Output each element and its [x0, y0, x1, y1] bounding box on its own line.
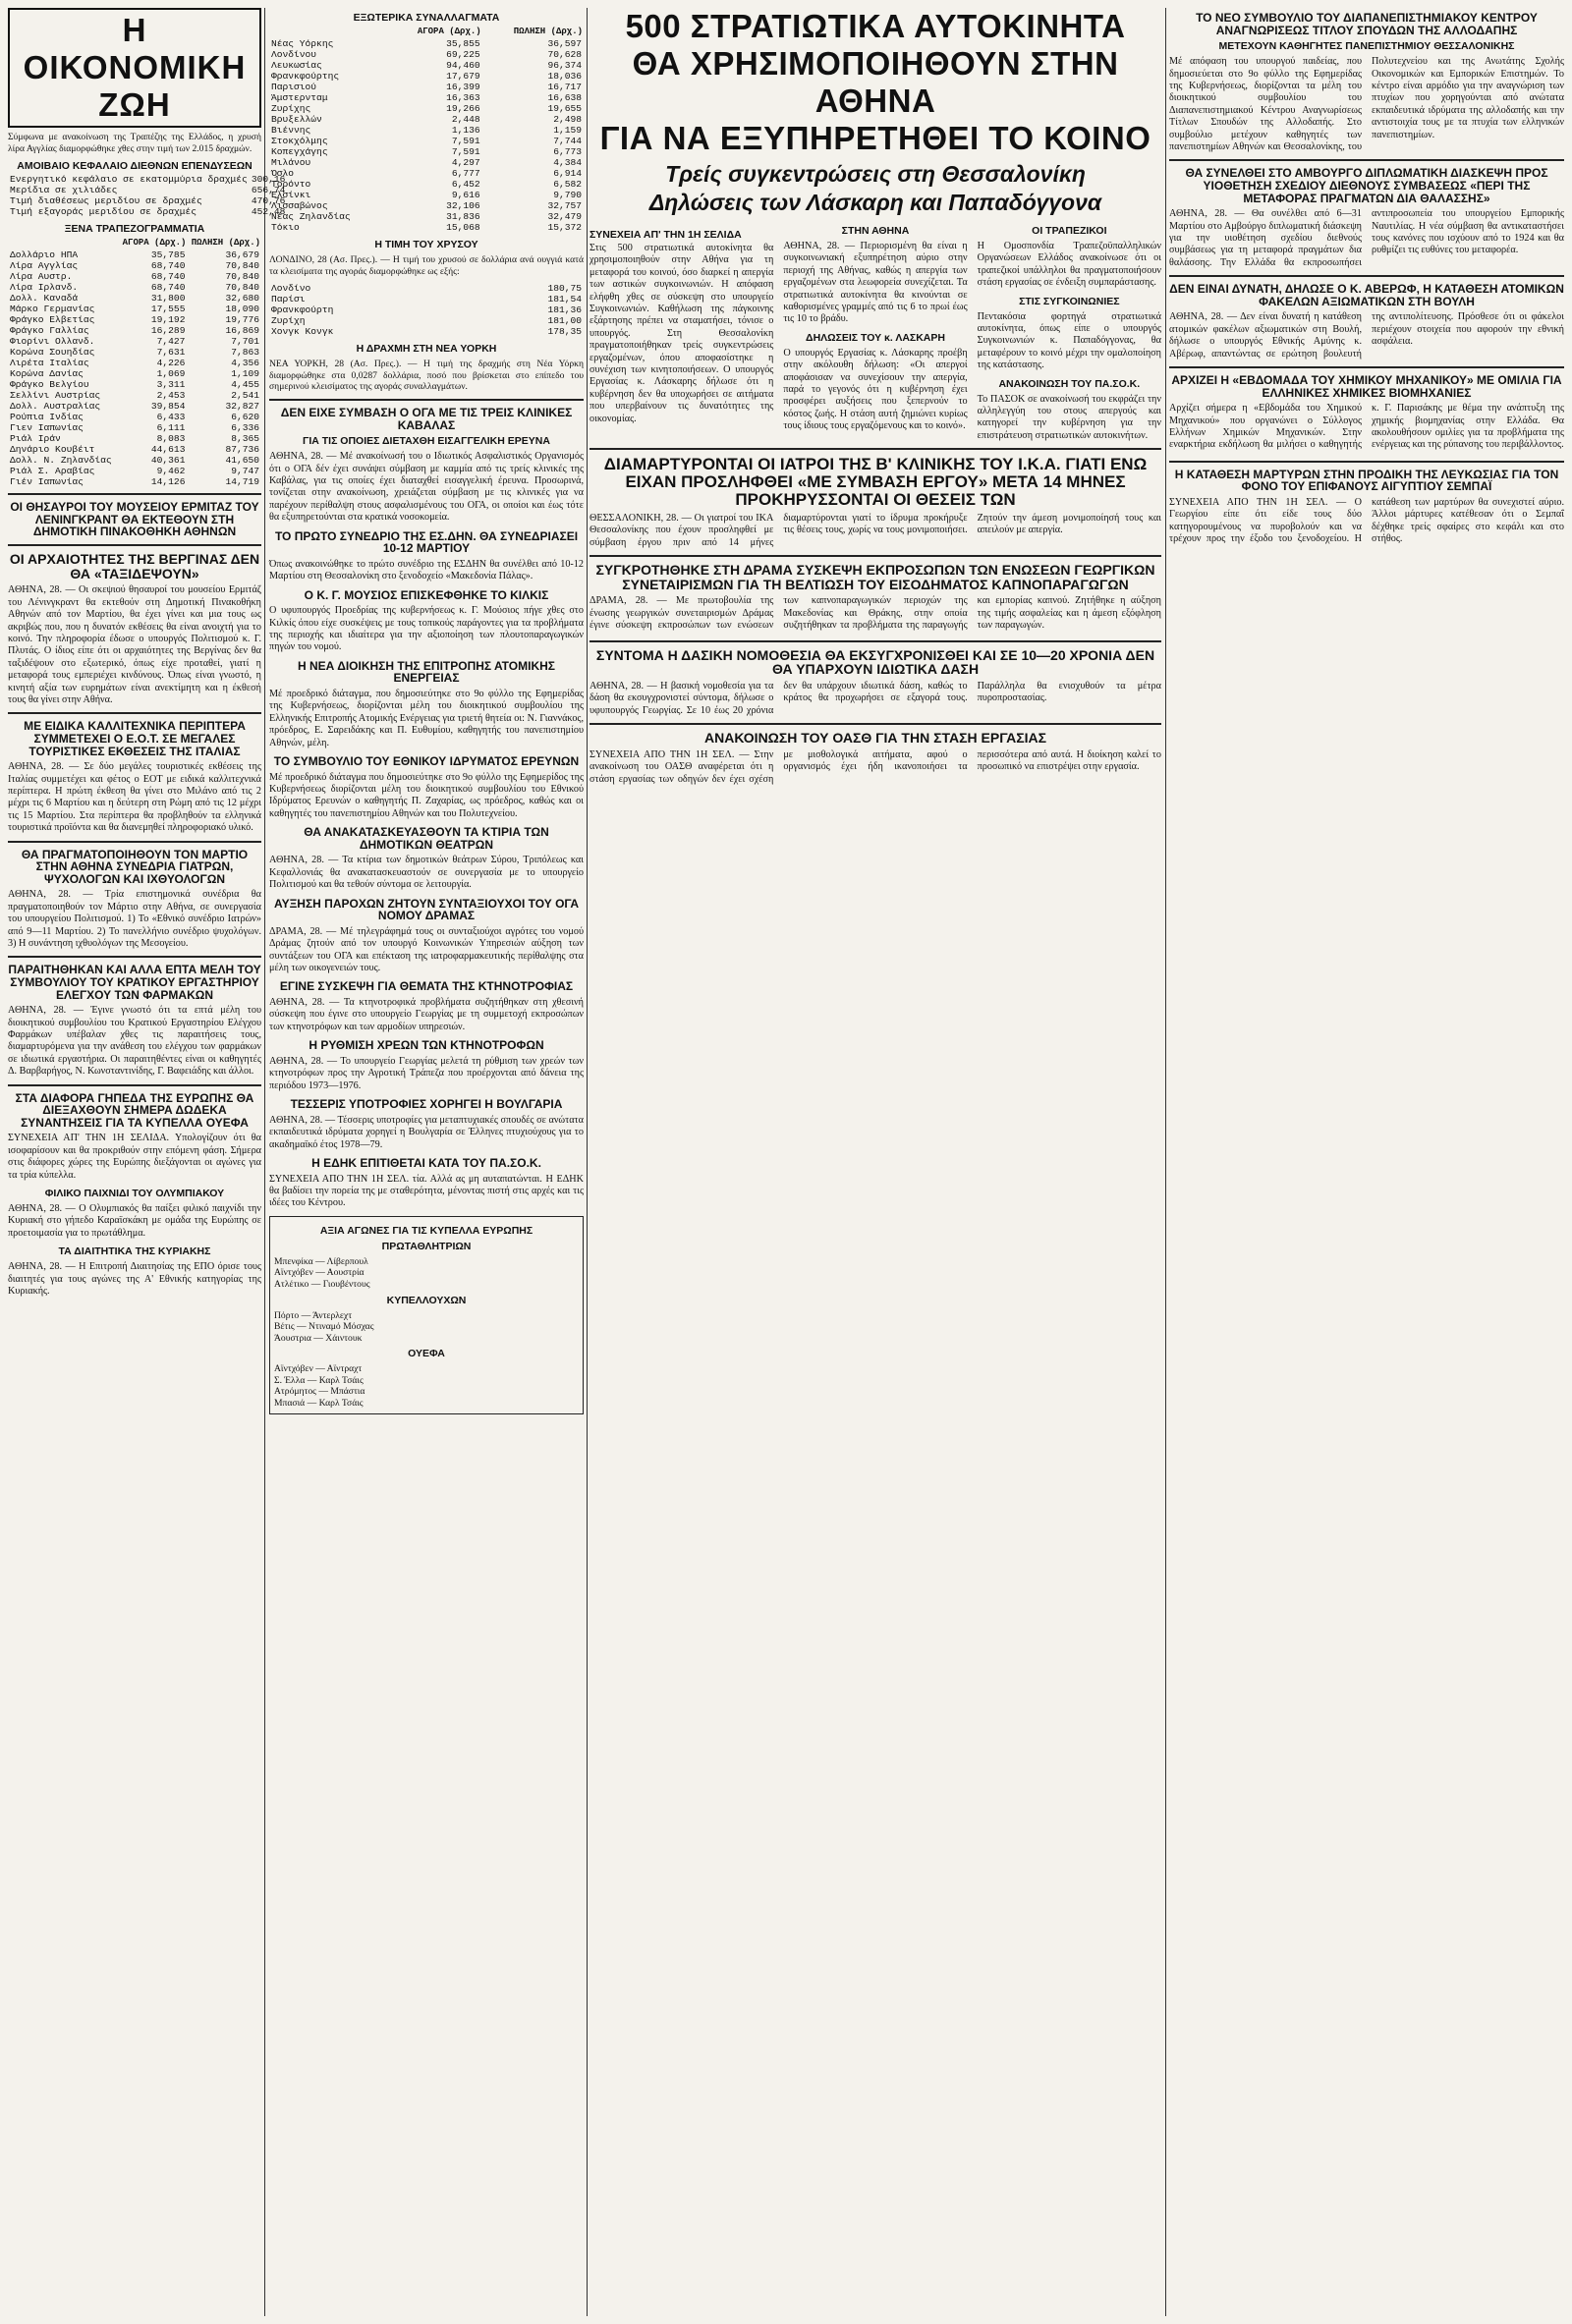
- article-vergina: ΑΘΗΝΑ, 28. — Οι σκεψιού θησαυροί του μουσείου Ερμιτάζ του Λένινγκραντ θα εκτεθούν στη Δημοτική Πινακοθήκη Αθηνών από τον Μαρτίου, θα έχει γίνει και μια τους ως ακριβώς που, που η δυνατόν εκθέσεις θα είναι ανοιχτή για το κοινό. Την πληροφορία έδωσε ο υπουργός Πολιτισμού κ. Γ. Πλυτάς. Ο ίδιος είπε ότι οι αρχαιότητες της Βεργίνας δεν θα ταξιδέψουν στο εξωτερικό, όπως είχε προταθεί, γιατί η μεταφορά τους εμπεριέχει κινδύνους. Όπως είναι γνωστό, η κινητή αξία των ευρημάτων είναι ανεκτίμητη και η έκθεσή τους θα γίνει στην Αθήνα.: [8, 584, 261, 705]
- fx-row: [8, 314, 261, 325]
- row-label: Σελλίνι Αυστρίας: [10, 390, 101, 402]
- row-label: Τορόντο: [271, 179, 311, 190]
- row-value: 181,36: [547, 304, 582, 316]
- ext-fx-row: [269, 157, 584, 168]
- ext-fx-row: [269, 82, 584, 92]
- fx-row: [8, 336, 261, 347]
- row-value: 6,914: [553, 168, 582, 179]
- row-value: 94,460: [446, 60, 480, 71]
- row-value: 181,54: [547, 294, 582, 305]
- row-value: 4,384: [553, 157, 582, 168]
- laskaris-label: ΔΗΛΩΣΕΙΣ ΤΟΥ κ. ΛΑΣΚΑΡΗ: [806, 331, 945, 344]
- cup-games-box: [269, 1216, 584, 1414]
- column-header: ΠΩΛΗΣΗ (Δρχ.): [191, 238, 260, 249]
- row-value: 2,453: [156, 390, 186, 402]
- lead-text: Στις 500 στρατιωτικά αυτοκίνητα θα χρησιμοποιηθούν στην Αθήνα για τη μεταφορά του κοινού, όσο διαρκεί η απεργία των αστικών συγκοινωνιών. Η απόφαση ελήφθη χθες σε σύσκεψη στο υπουργείο Συγκοινωνιών. Καθήλωση της πάγκοινης εξάρτησης πρέπει να σταματήσει, τόνισε ο υπουργός. Στη Θεσσαλονίκη πραγματοποιήθηκαν τρείς συγκεντρώσεις εργαζομένων, όπου αποφασίστηκε η συνέχιση των κινητοποιήσεων. Ο υπουργός Εργασίας κ. Λάσκαρης δήλωσε ότι η κυβέρνηση δεν θα υποχωρήσει σε αιτήματα που υπερβαίνουν τις δυνατότητες της οικονομίας.: [590, 242, 774, 424]
- row-value: 32,757: [547, 200, 582, 211]
- drachma-ny-title: Η ΔΡΑΧΜΗ ΣΤΗ ΝΕΑ ΥΟΡΚΗ: [356, 343, 497, 356]
- headline-drama-pensioners: ΑΥΞΗΣΗ ΠΑΡΟΧΩΝ ΖΗΤΟΥΝ ΣΥΝΤΑΞΙΟΥΧΟΙ ΤΟΥ ΟΓΑ ΝΟΜΟΥ ΔΡΑΜΑΣ: [274, 896, 579, 923]
- headline-hamburg: ΘΑ ΣΥΝΕΛΘΕΙ ΣΤΟ ΑΜΒΟΥΡΓΟ ΔΙΠΛΩΜΑΤΙΚΗ ΔΙΑΣΚΕΨΗ ΠΡΟΣ ΥΙΟΘΕΤΗΣΗ ΣΧΕΔΙΟΥ ΔΙΕΘΝΟΥΣ ΣΥΜΒΑΣΕΩΣ «ΠΕΡΙ ΤΗΣ ΜΕΤΑΦΟΡΑΣ ΠΡΑΓΜΑΤΩΝ ΔΙΑ ΘΑΛΑΣΣΗΣ»: [1185, 166, 1548, 205]
- row-value: 68,740: [150, 282, 186, 294]
- gold-sovereign-note: Σύμφωνα με ανακοίνωση της Τραπέζης της Ελλάδος, η χρυσή λίρα Αγγλίας διαμορφώθηκε χθες στην τιμή των 2.015 δραχμών.: [8, 132, 261, 154]
- gold-row: [269, 283, 584, 294]
- cup-match: Βέτις — Ντιναμό Μόσχας: [274, 1321, 374, 1333]
- cup-match: Μπασιά — Καρλ Τσάις: [274, 1398, 364, 1410]
- athens-text: ΑΘΗΝΑ, 28. — Περιορισμένη θα είναι η συγκοινωνιακή εξυπηρέτηση αύριο στην περιοχή της Αθήνας, καθώς η απεργία των εργαζομένων στα λεωφορεία συνεχίζεται. Τα στρατιωτικά αυτοκίνητα θα κινούνται σε καθορισμένες γραμμές από τις 6 το πρωί έως τις 10 το βράδυ.: [783, 240, 968, 325]
- row-label: Ζυρίχης: [271, 103, 311, 114]
- cup-match: Αϊντχόβεν — Αουστρία: [274, 1267, 365, 1279]
- cup-match: Σ. Έλλα — Καρλ Τσάις: [274, 1374, 364, 1386]
- row-label: Ενεργητικό κεφάλαιο σε εκατομμύρια δραχμές: [10, 174, 248, 186]
- headline-livestock: ΕΓΙΝΕ ΣΥΣΚΕΨΗ ΓΙΑ ΘΕΜΑΤΑ ΤΗΣ ΚΤΗΝΟΤΡΟΦΙΑΣ: [279, 979, 574, 994]
- ext-fx-title: ΕΞΩΤΕΡΙΚΑ ΣΥΝΑΛΛΑΓΜΑΤΑ: [353, 12, 500, 24]
- row-label: Δηνάριο Κουβέιτ: [10, 444, 95, 456]
- row-label: Ελσίνκι: [271, 190, 311, 200]
- headline-ika-doctors: ΔΙΑΜΑΡΤΥΡΟΝΤΑΙ ΟΙ ΙΑΤΡΟΙ ΤΗΣ Β' ΚΛΙΝΙΚΗΣ ΤΟΥ Ι.Κ.Α. ΓΙΑΤΙ ΕΝΩ ΕΙΧΑΝ ΠΡΟΣΛΗΦΘΕΙ «ΜΕ ΣΥΜΒΑΣΗ ΕΡΓΟΥ» ΜΕΤΑ 14 ΜΗΝΕΣ ΠΡΟΚΗΡΥΣΣΟΝΤΑΙ ΟΙ ΘΕΣΕΙΣ ΤΩΝ: [603, 455, 1148, 509]
- cup-match: Άουστρια — Χάιντουκ: [274, 1332, 363, 1344]
- fund-row: [8, 195, 287, 206]
- row-label: Παρίσι: [271, 294, 306, 305]
- ext-fx-row: [269, 49, 584, 60]
- fx-row: [8, 466, 261, 476]
- headline-mousios: Ο Κ. Γ. ΜΟΥΣΙΟΣ ΕΠΙΣΚΕΦΘΗΚΕ ΤΟ ΚΙΛΚΙΣ: [304, 587, 549, 602]
- row-label: Ριάλ Ιράν: [10, 433, 61, 445]
- fx-row: [8, 325, 261, 336]
- row-label: Ζυρίχη: [271, 315, 306, 327]
- row-value: 7,427: [156, 336, 186, 348]
- fx-banknotes-table: [8, 237, 261, 487]
- row-value: 452,48: [251, 206, 286, 218]
- cup-match: Μπενφίκα — Λίβερπουλ: [274, 1255, 368, 1267]
- main-subheadline-2: Δηλώσεις των Λάσκαρη και Παπαδόγγονα: [648, 190, 1102, 216]
- row-label: Δολλ. Ν. Ζηλανδίας: [10, 455, 112, 467]
- row-value: 7,863: [231, 347, 259, 359]
- row-label: Παρισιού: [271, 82, 317, 92]
- ext-fx-row: [269, 60, 584, 71]
- cup-section-title: ΠΡΩΤΑΘΛΗΤΡΙΩΝ: [381, 1240, 472, 1252]
- row-label: Κορώνα Σουηδίας: [10, 347, 95, 359]
- row-value: 181,00: [547, 315, 582, 327]
- athens-label: ΣΤΗΝ ΑΘΗΝΑ: [841, 224, 910, 237]
- fx-row: [8, 260, 261, 271]
- row-value: 300,16: [251, 174, 286, 186]
- row-label: Φρανκφούρτη: [271, 304, 334, 316]
- row-value: 44,613: [150, 444, 186, 456]
- row-label: Φράγκο Βελγίου: [10, 379, 89, 391]
- fx-row: [8, 444, 261, 455]
- row-value: 15,068: [446, 222, 480, 233]
- row-value: 70,840: [225, 260, 259, 272]
- row-value: 40,361: [150, 455, 186, 467]
- headline-esdin: ΤΟ ΠΡΩΤΟ ΣΥΝΕΔΡΙΟ ΤΗΣ ΕΣ.ΔΗΝ. ΘΑ ΣΥΝΕΔΡΙΑΣΕΙ 10-12 ΜΑΡΤΙΟΥ: [274, 528, 579, 556]
- column-header: ΑΓΟΡΑ (Δρχ.): [122, 238, 187, 249]
- row-value: 96,374: [547, 60, 582, 71]
- headline-referees: ΤΑ ΔΙΑΙΤΗΤΙΚΑ ΤΗΣ ΚΥΡΙΑΚΗΣ: [58, 1245, 211, 1258]
- fund-row: [8, 185, 287, 195]
- row-value: 6,777: [451, 168, 480, 179]
- row-value: 36,597: [547, 38, 582, 49]
- headline-drug-lab: ΠΑΡΑΙΤΗΘΗΚΑΝ ΚΑΙ ΑΛΛΑ ΕΠΤΑ ΜΕΛΗ ΤΟΥ ΣΥΜΒΟΥΛΙΟΥ ΤΟΥ ΚΡΑΤΙΚΟΥ ΕΡΓΑΣΤΗΡΙΟΥ ΕΛΕΓΧΟΥ ΤΩΝ ΦΑΡΜΑΚΩΝ: [8, 963, 261, 1002]
- cup-section-title: ΟΥΕΦΑ: [408, 1348, 445, 1360]
- article-kavala: ΑΘΗΝΑ, 28. — Μέ ανακοίνωσή του ο Ιδιωτικός Ασφαλιστικός Οργανισμός ότι ο ΟΓΑ δέν έχει συνάψει σύμβαση με καμμία από τις τρείς κλινικές της Καβάλας, για τις οποίες έχει διαταχθεί εισαγγελική έρευνα. Προσωρινά, τονίζεται στην ανακοίνωση, χρειάζεται σύμβαση με τις κλινικές για να παρέχουν περίθαλψη στους ασφαλισμένους του ΟΓΑ, οι οποίοι και έως τότε θα εξυπηρετούνται στα κρατικά νοσοκομεία.: [269, 451, 584, 524]
- column-right: [1169, 8, 1564, 2316]
- article-averof: ΑΘΗΝΑ, 28. — Δεν είναι δυνατή η κατάθεση ατομικών φακέλων αξιωματικών στη Βουλή, δήλωσε ο υπουργός Εθνικής Αμύνης κ. Αβέρωφ, απαντώντας σε ερώτηση βουλευτή της αντιπολίτευσης. Πρόσθεσε ότι οι φάκελοι περιέχουν στοιχεία που αφορούν την εθνική ασφάλεια.: [1169, 311, 1564, 360]
- ext-fx-table: [269, 26, 584, 233]
- article-congresses: ΑΘΗΝΑ, 28. — Τρία επιστημονικά συνέδρια θα πραγματοποιηθούν τον Μάρτιο στην Αθήνα, σε συνεργασία του υπουργείου Πολιτισμού. 1) Το «Εθνικό συνέδριο Ιατρών» από 9—11 Μαρτίου. 2) Το πανελλήνιο συνέδριο ψυχολόγων. 3) Η συνάντηση ιχθυολόγων της Μεσογείου.: [8, 889, 261, 950]
- column-header: ΠΩΛΗΣΗ (Δρχ.): [513, 27, 583, 36]
- row-label: Μιλάνου: [271, 157, 311, 168]
- ext-fx-row: [269, 125, 584, 136]
- article-eot: ΑΘΗΝΑ, 28. — Σε δύο μεγάλες τουριστικές εκθέσεις της Ιταλίας συμμετέχει και φέτος ο ΕΟΤ με ειδικά καλλιτεχνικά περίπτερα. Η πρώτη έκθεση θα γίνει στο Μιλάνο από τις 2 μέχρι τις 6 Μαρτίου και η δεύτερη στη Ρώμη από τις 12 μέχρι τις 15 Μαρτίου. Στα περίπτερα θα προβληθούν τα ελληνικά τουριστικά προϊόντα και θα διανεμηθεί πληροφοριακό υλικό.: [8, 761, 261, 834]
- row-value: 9,616: [451, 190, 480, 200]
- row-label: Γιεν Ιαπωνίας: [10, 422, 84, 434]
- row-value: 16,717: [547, 82, 582, 92]
- row-value: 18,090: [225, 304, 259, 315]
- row-label: Χονγκ Κονγκ: [271, 326, 334, 338]
- article-degree-center: Μέ απόφαση του υπουργού παιδείας, που δημοσιεύεται στο 9ο φύλλο της Εφημερίδας της Κυβερνήσεως, διορίζονται τα μέλη του διοικητικού συμβουλίου του Διαπανεπιστημιακού Κέντρου Αναγνωρίσεως Τίτλων Σπουδών της Αλλοδαπής. Στο συμβούλιο μετέχουν καθηγητές των πανεπιστημίων Αθηνών και Θεσσαλονίκης, του Πολυτεχνείου και της Ανωτάτης Σχολής Οικονομικών και Εμπορικών Επιστημών. Το κέντρο είναι αρμόδιο για την αναγνώριση των πτυχίων που χορηγούνται από ανώτατα εκπαιδευτικά ιδρύματα της αλλοδαπής και την αντιστοιχία τους με τα πτυχία των ελληνικών πανεπιστημίων.: [1169, 56, 1564, 153]
- row-value: 68,740: [150, 260, 186, 272]
- fx-banknotes-title: ΞΕΝΑ ΤΡΑΠΕΖΟΓΡΑΜΜΑΤΙΑ: [64, 223, 205, 236]
- transport-label: ΣΤΙΣ ΣΥΓΚΟΙΝΩΝΙΕΣ: [1019, 295, 1120, 307]
- fx-row: [8, 390, 261, 401]
- cup-match: Πόρτο — Άντερλεχτ: [274, 1309, 353, 1321]
- row-value: 32,479: [547, 211, 582, 222]
- article-edik: ΣΥΝΕΧΕΙΑ ΑΠΟ ΤΗΝ 1Η ΣΕΛ. τία. Αλλά ας μη αυταπατώνται. Η ΕΔΗΚ θα βαδίσει την πορεία της με σταθερότητα, μένοντας πιστή στις αρχές και τις ιδέες του Κέντρου.: [269, 1173, 584, 1209]
- row-value: 1,069: [156, 368, 186, 380]
- fx-row: [8, 368, 261, 379]
- row-label: Νέας Υόρκης: [271, 38, 334, 49]
- fx-row: [8, 249, 261, 260]
- row-value: 8,083: [156, 433, 186, 445]
- row-label: Μάρκο Γερμανίας: [10, 304, 95, 315]
- row-label: Κοπεγχάγης: [271, 146, 328, 157]
- row-value: 4,226: [156, 358, 186, 369]
- row-value: 2,448: [451, 114, 480, 125]
- row-value: 31,800: [150, 293, 186, 304]
- article-research: Μέ προεδρικό διάταγμα που δημοσιεύτηκε στο 9ο φύλλο της Εφημερίδος της Κυβερνήσεως διορίζονται μέλη του διοικητικού συμβουλίου του Εθνικού Ιδρύματος Ερευνών ο καθηγητής Π. Ζαχαρίας, ως πρόεδρος, καθώς και οι καθηγητές του πανεπιστημίου Αθηνών και του Πολυτεχνείου.: [269, 771, 584, 819]
- ext-fx-row: [269, 222, 584, 233]
- row-value: 6,620: [231, 412, 259, 423]
- article-drug-lab: ΑΘΗΝΑ, 28. — Έγινε γνωστό ότι τα επτά μέλη του διοικητικού συμβουλίου του Κρατικού Εργαστηρίου Ελέγχου Φαρμάκων υπέβαλαν χθες τις παραιτήσεις τους, διαμαρτυρόμενα για την ανάθεση του ελέγχου των φαρμάκων σε ιδιωτικά εργαστήρια. Οι παραιτηθέντες είναι οι καθηγητές Δ. Βαρβαρήγος, Ν. Κωνσταντινίδης, Γ. Βαφειάδης και άλλοι.: [8, 1005, 261, 1078]
- row-value: 4,455: [231, 379, 259, 391]
- lead-continued-label: ΣΥΝΕΧΕΙΑ ΑΠ' ΤΗΝ 1Η ΣΕΛΙΔΑ: [590, 228, 742, 241]
- row-value: 19,655: [547, 103, 582, 114]
- article-livestock: ΑΘΗΝΑ, 28. — Τα κτηνοτροφικά προβλήματα συζητήθηκαν στη χθεσινή σύσκεψη που έγινε στο υπουργείο Γεωργίας με τη συμμετοχή εκπροσώπων των κτηνοτρόφων και των αρμοδίων υπηρεσιών.: [269, 997, 584, 1032]
- article-esdin: Όπως ανακοινώθηκε το πρώτο συνέδριο της ΕΣΔΗΝ θα συνέλθει από 10-12 Μαρτίου στη Θεσσαλονίκη στο ξενοδοχείο «Μακεδονία Πάλας».: [269, 558, 584, 582]
- headline-hermitage: ΟΙ ΘΗΣΑΥΡΟΙ ΤΟΥ ΜΟΥΣΕΙΟΥ ΕΡΜΙΤΑΖ ΤΟΥ ΛΕΝΙΝΓΚΡΑΝΤ ΘΑ ΕΚΤΕΘΟΥΝ ΣΤΗ ΔΗΜΟΤΙΚΗ ΠΙΝΑΚΟΘΗΚΗ ΑΘΗΝΩΝ: [10, 500, 259, 539]
- article-uefa: ΣΥΝΕΧΕΙΑ ΑΠ' ΤΗΝ 1Η ΣΕΛΙΔΑ. Υπολογίζουν ότι θα ισοφαρίσουν και θα προκριθούν στην επόμενη φάση. Σήμερα στις διάφορες χώρες της Ευρώπης διεξάγονται οι αγώνες για τα τρία κύπελλα.: [8, 1133, 261, 1181]
- laskaris-text: Ο υπουργός Εργασίας κ. Λάσκαρης προέβη στην ακόλουθη δήλωση: «Οι απεργοί αποφάσισαν να συνεχίσουν την απεργία, παρά το γεγονός ότι η κυβέρνηση έχει προσφέρει αυξήσεις που ξεπερνούν το κόστος ζωής. Η στάση αυτή ζημιώνει κυρίως τους ίδιους τους εργαζόμενους και το κοινό».: [783, 347, 968, 432]
- row-value: 6,336: [231, 422, 259, 434]
- row-label: Λιρέτα Ιταλίας: [10, 358, 89, 369]
- column-header: ΑΓΟΡΑ (Δρχ.): [417, 27, 481, 36]
- row-label: Ρούπια Ινδίας: [10, 412, 84, 423]
- row-label: Φράγκο Γαλλίας: [10, 325, 89, 337]
- fx-row: [8, 304, 261, 314]
- row-value: 32,106: [446, 200, 480, 211]
- column-lead-story: [590, 8, 1161, 2316]
- row-value: 31,836: [446, 211, 480, 222]
- row-value: 7,631: [156, 347, 186, 359]
- ext-fx-row: [269, 114, 584, 125]
- row-label: Δολλάριο ΗΠΑ: [10, 249, 79, 261]
- subhead-degree-center: ΜΕΤΕΧΟΥΝ ΚΑΘΗΓΗΤΕΣ ΠΑΝΕΠΙΣΤΗΜΙΟΥ ΘΕΣΣΑΛΟΝΙΚΗΣ: [1218, 40, 1515, 53]
- headline-forest: ΣΥΝΤΟΜΑ Η ΔΑΣΙΚΗ ΝΟΜΟΘΕΣΙΑ ΘΑ ΕΚΣΥΓΧΡΟΝΙΣΘΕΙ ΚΑΙ ΣΕ 10—20 ΧΡΟΝΙΑ ΔΕΝ ΘΑ ΥΠΑΡΧΟΥΝ ΙΔΙΩΤΙΚΑ ΔΑΣΗ: [595, 646, 1155, 678]
- headline-degree-center: ΤΟ ΝΕΟ ΣΥΜΒΟΥΛΙΟ ΤΟΥ ΔΙΑΠΑΝΕΠΙΣΤΗΜΙΑΚΟΥ ΚΕΝΤΡΟΥ ΑΝΑΓΝΩΡΙΣΕΩΣ ΤΙΤΛΟΥ ΣΠΟΥΔΩΝ ΤΗΣ ΑΛΛΟΔΑΠΗΣ: [1196, 11, 1538, 37]
- headline-uefa: ΣΤΑ ΔΙΑΦΟΡΑ ΓΗΠΕΔΑ ΤΗΣ ΕΥΡΩΠΗΣ ΘΑ ΔΙΕΞΑΧΘΟΥΝ ΣΗΜΕΡΑ ΔΩΔΕΚΑ ΣΥΝΑΝΤΗΣΕΙΣ ΓΙΑ ΤΑ ΚΥΠΕΛΛΑ ΟΥΕΦΑ: [15, 1090, 254, 1130]
- row-label: Βιέννης: [271, 125, 311, 136]
- bankers-text: Η Ομοσπονδία Τραπεζοϋπαλληλικών Οργανώσεων Ελλάδος ανακοίνωσε ότι οι τραπεζικοί υπάλληλοι θα πραγματοποιήσουν στάση εργασίας σε ένδειξη συμπαράστασης.: [977, 240, 1161, 289]
- headline-atomic: Η ΝΕΑ ΔΙΟΙΚΗΣΗ ΤΗΣ ΕΠΙΤΡΟΠΗΣ ΑΤΟΜΙΚΗΣ ΕΝΕΡΓΕΙΑΣ: [298, 658, 555, 686]
- fx-row: [8, 422, 261, 433]
- row-value: 7,701: [231, 336, 259, 348]
- row-value: 9,747: [231, 466, 259, 477]
- ext-fx-row: [269, 136, 584, 146]
- headline-tobacco: ΣΥΓΚΡΟΤΗΘΗΚΕ ΣΤΗ ΔΡΑΜΑ ΣΥΣΚΕΨΗ ΕΚΠΡΟΣΩΠΩΝ ΤΩΝ ΕΝΩΣΕΩΝ ΓΕΩΡΓΙΚΩΝ ΣΥΝΕΤΑΙΡΙΣΜΩΝ ΓΙΑ ΤΗ ΒΕΛΤΙΩΣΗ ΤΟΥ ΕΙΣΟΔΗΜΑΤΟΣ ΚΑΠΝΟΠΑΡΑΓΩΓΩΝ: [595, 561, 1155, 592]
- row-value: 68,740: [150, 271, 186, 283]
- ext-fx-row: [269, 200, 584, 211]
- row-value: 14,126: [150, 476, 186, 488]
- article-ika-doctors: ΘΕΣΣΑΛΟΝΙΚΗ, 28. — Οι γιατροί του ΙΚΑ Θεσσαλονίκης που έχουν προσληφθεί με σύμβαση έργου πριν από 14 μήνες διαμαρτύρονται γιατί το ίδρυμα προκήρυξε τις θέσεις τους, χωρίς να τους μονιμοποιήσει. Ζητούν την άμεση μονιμοποίησή τους και απειλούν με απεργία.: [590, 512, 1161, 548]
- headline-eot: ΜΕ ΕΙΔΙΚΑ ΚΑΛΛΙΤΕΧΝΙΚΑ ΠΕΡΙΠΤΕΡΑ ΣΥΜΜΕΤΕΧΕΙ Ο Ε.Ο.Τ. ΣΕ ΜΕΓΑΛΕΣ ΤΟΥΡΙΣΤΙΚΕΣ ΕΚΘΕΣΕΙΣ ΤΗΣ ΙΤΑΛΙΑΣ: [24, 719, 246, 758]
- row-label: Μερίδια σε χιλιάδες: [10, 185, 118, 196]
- row-value: 1,109: [231, 368, 259, 380]
- main-headline-line3: ΓΙΑ ΝΑ ΕΞΥΠΗΡΕΤΗΘΕΙ ΤΟ ΚΟΙΝΟ: [599, 119, 1151, 156]
- fx-row: [8, 476, 261, 487]
- gold-price-table: [269, 283, 584, 337]
- cup-match: Ατλέτικο — Γιουβέντους: [274, 1278, 370, 1290]
- drachma-ny-text: ΝΕΑ ΥΟΡΚΗ, 28 (Ασ. Πρες.). — Η τιμή της δραχμής στη Νέα Υόρκη διαμορφώθηκε στα 0,0287 δολλάρια, ποσό που βρίσκεται στο επίπεδο του σημερινού κλεισίματος της αγοράς συναλλαγμάτων.: [269, 359, 584, 393]
- row-label: Λίρα Αγγλίας: [10, 260, 79, 272]
- row-label: Τιμή διαθέσεως μεριδίου σε δραχμές: [10, 195, 202, 207]
- row-value: 19,192: [150, 314, 186, 326]
- table-header: [269, 26, 584, 38]
- ext-fx-row: [269, 71, 584, 82]
- fx-row: [8, 282, 261, 293]
- fx-row: [8, 379, 261, 390]
- row-value: 17,679: [446, 71, 480, 82]
- row-value: 1,136: [451, 125, 480, 136]
- article-drama-pensioners: ΔΡΑΜΑ, 28. — Μέ τηλεγράφημά τους οι συνταξιούχοι αγρότες του νομού Δράμας ζητούν από τον υπουργό Κοινωνικών Υπηρεσιών αύξηση των συντάξεων του ΟΓΑ και επέκταση της ιατροφαρμακευτικής περίθαλψης στα μέλη των οικογενειών τους.: [269, 925, 584, 974]
- row-value: 4,356: [231, 358, 259, 369]
- row-value: 178,35: [547, 326, 582, 338]
- section-masthead: Η ΟΙΚΟΝΟΜΙΚΗ ΖΩΗ: [8, 8, 261, 128]
- row-value: 16,638: [547, 92, 582, 103]
- main-headline-line1: 500 ΣΤΡΑΤΙΩΤΙΚΑ ΑΥΤΟΚΙΝΗΤΑ: [625, 8, 1126, 44]
- row-value: 16,289: [150, 325, 186, 337]
- row-value: 16,363: [446, 92, 480, 103]
- fx-row: [8, 455, 261, 466]
- headline-vergina: ΟΙ ΑΡΧΑΙΟΤΗΤΕΣ ΤΗΣ ΒΕΡΓΙΝΑΣ ΔΕΝ ΘΑ «ΤΑΞΙΔΕΨΟΥΝ»: [9, 550, 260, 581]
- headline-research: ΤΟ ΣΥΜΒΟΥΛΙΟ ΤΟΥ ΕΘΝΙΚΟΥ ΙΔΡΥΜΑΤΟΣ ΕΡΕΥΝΩΝ: [273, 754, 580, 769]
- fund-title: ΑΜΟΙΒΑΙΟ ΚΕΦΑΛΑΙΟ ΔΙΕΘΝΩΝ ΕΠΕΝΔΥΣΕΩΝ: [17, 160, 253, 173]
- article-forest: ΑΘΗΝΑ, 28. — Η βασική νομοθεσία για τα δάση θα εκσυγχρονιστεί σύντομα, δήλωσε ο υφυπουργός Γεωργίας. Σε 10 έως 20 χρόνια δεν θα υπάρχουν ιδιωτικά δάση, καθώς το κράτος θα προχωρήσει σε εξαγορά τους. Παράλληλα θα ενισχυθούν τα μέτρα πυροπροστασίας.: [590, 680, 1161, 716]
- gold-price-text: ΛΟΝΔΙΝΟ, 28 (Ασ. Πρες.). — Η τιμή του χρυσού σε δολλάρια ανά ουγγιά κατά τα κλεισίματα της αγοράς διαμορφώθηκε ως εξής:: [269, 254, 584, 277]
- row-value: 9,790: [553, 190, 582, 200]
- article-cyprus-trial: ΣΥΝΕΧΕΙΑ ΑΠΟ ΤΗΝ 1Η ΣΕΛ. — Ο Γεωργίου είπε ότι είδε τους δύο κατηγορουμένους να πυροβολούν και να τρέχουν προς την έξοδο του ξενοδοχείου. Η κατάθεση των μαρτύρων θα συνεχιστεί αύριο. Άλλοι μάρτυρες κατέθεσαν ότι ο Σεμπαΐ δέχθηκε τρείς σφαίρες στο κεφάλι και στο στήθος.: [1169, 497, 1564, 545]
- row-value: 7,744: [553, 136, 582, 146]
- headline-congresses: ΘΑ ΠΡΑΓΜΑΤΟΠΟΙΗΘΟΥΝ ΤΟΝ ΜΑΡΤΙΟ ΣΤΗΝ ΑΘΗΝΑ ΣΥΝΕΔΡΙΑ ΓΙΑΤΡΩΝ, ΨΥΧΟΛΟΓΩΝ ΚΑΙ ΙΧΘΥΟΛΟΓΩΝ: [21, 847, 249, 886]
- row-value: 35,855: [446, 38, 480, 49]
- row-label: Τιμή εξαγοράς μεριδίου σε δραχμές: [10, 206, 196, 218]
- fx-row: [8, 271, 261, 282]
- row-value: 6,433: [156, 412, 186, 423]
- transport-text: Πεντακόσια φορτηγά στρατιωτικά αυτοκίνητα, όπως είπε ο υπουργός Συγκοινωνιών κ. Παπαδόγγονας, θα μεταφέρουν το κοινό μέχρι την ομαλοποίηση της κατάστασης.: [977, 310, 1161, 371]
- row-label: Ριάλ Σ. Αραβίας: [10, 466, 95, 477]
- ext-fx-row: [269, 211, 584, 222]
- row-value: 19,266: [446, 103, 480, 114]
- fx-row: [8, 358, 261, 368]
- row-label: Λίρα Αυστρ.: [10, 271, 73, 283]
- row-label: Λίρα Ιρλανδ.: [10, 282, 79, 294]
- row-label: Λισσαβώνος: [271, 200, 328, 211]
- pasok-label: ΑΝΑΚΟΙΝΩΣΗ ΤΟΥ ΠΑ.ΣΟ.Κ.: [998, 377, 1141, 390]
- headline-oasth: ΑΝΑΚΟΙΝΩΣΗ ΤΟΥ ΟΑΣΘ ΓΙΑ ΤΗΝ ΣΤΑΣΗ ΕΡΓΑΣΙΑΣ: [703, 730, 1047, 747]
- headline-edik: Η ΕΔΗΚ ΕΠΙΤΙΘΕΤΑΙ ΚΑΤΑ ΤΟΥ ΠΑ.ΣΟ.Κ.: [311, 1155, 541, 1170]
- row-value: 6,111: [156, 422, 186, 434]
- row-value: 15,372: [547, 222, 582, 233]
- row-value: 17,555: [150, 304, 186, 315]
- fx-row: [8, 412, 261, 422]
- fx-row: [8, 401, 261, 412]
- row-value: 6,582: [553, 179, 582, 190]
- row-label: Λευκωσίας: [271, 60, 322, 71]
- headline-averof: ΔΕΝ ΕΙΝΑΙ ΔΥΝΑΤΗ, ΔΗΛΩΣΕ Ο Κ. ΑΒΕΡΩΦ, Η ΚΑΤΑΘΕΣΗ ΑΤΟΜΙΚΩΝ ΦΑΚΕΛΩΝ ΑΞΙΩΜΑΤΙΚΩΝ ΣΤΗ ΒΟΥΛΗ: [1169, 282, 1564, 308]
- row-value: 8,365: [231, 433, 259, 445]
- row-label: Όσλο: [271, 168, 295, 179]
- headline-chemical: ΑΡΧΙΖΕΙ Η «ΕΒΔΟΜΑΔΑ ΤΟΥ ΧΗΜΙΚΟΥ ΜΗΧΑΝΙΚΟΥ» ΜΕ ΟΜΙΛΙΑ ΓΙΑ ΕΛΛΗΝΙΚΕΣ ΧΗΜΙΚΕΣ ΒΙΟΜΗΧΑΝΙΕΣ: [1171, 373, 1562, 400]
- article-debts: ΑΘΗΝΑ, 28. — Το υπουργείο Γεωργίας μελετά τη ρύθμιση των χρεών των κτηνοτρόφων προς την Αγροτική Τράπεζα που προέρχονται από δάνεια της περιόδου 1973—1976.: [269, 1055, 584, 1091]
- ext-fx-row: [269, 92, 584, 103]
- row-label: Γιέν Ιαπωνίας: [10, 476, 84, 488]
- row-label: Φράγκο Ελβετίας: [10, 314, 95, 326]
- row-value: 1,159: [553, 125, 582, 136]
- headline-debts: Η ΡΥΘΜΙΣΗ ΧΡΕΩΝ ΤΩΝ ΚΤΗΝΟΤΡΟΦΩΝ: [309, 1038, 544, 1053]
- row-value: 32,827: [225, 401, 259, 413]
- row-label: Φιορίνι Ολλανδ.: [10, 336, 95, 348]
- row-value: 69,225: [446, 49, 480, 60]
- row-label: Λονδίνου: [271, 49, 317, 60]
- ext-fx-row: [269, 168, 584, 179]
- column-news-short: [269, 8, 584, 2316]
- row-value: 2,498: [553, 114, 582, 125]
- article-referees: ΑΘΗΝΑ, 28. — Η Επιτροπή Διαιτησίας της ΕΠΟ όρισε τους διαιτητές για τους αγώνες της Α' Εθνικής κατηγορίας της Κυριακής.: [8, 1261, 261, 1298]
- row-value: 7,591: [451, 136, 480, 146]
- row-value: 32,680: [225, 293, 259, 304]
- row-value: 19,776: [225, 314, 259, 326]
- article-hamburg: ΑΘΗΝΑ, 28. — Θα συνέλθει από 6—31 Μαρτίου στο Αμβούργο διπλωματική διάσκεψη για την υιοθέτηση σχεδίου διεθνούς συμβάσεως για τη μεταφορά πραγμάτων δια θαλάσσης. Την Ελλάδα θα εκπροσωπήσει αντιπροσωπεία του υπουργείου Εμπορικής Ναυτιλίας. Η νέα σύμβαση θα αντικαταστήσει τους κανόνες που ισχύουν από το 1924 και θα ρυθμίζει τις ευθύνες του μεταφορέα.: [1169, 208, 1564, 268]
- article-theaters: ΑΘΗΝΑ, 28. — Τα κτίρια των δημοτικών θεάτρων Σύρου, Τριπόλεως και Κεφαλλονιάς θα ανακατασκευαστούν σε συνεργασία με το υπουργείο Πολιτισμού και θα τεθούν σύντομα σε λειτουργία.: [269, 855, 584, 891]
- row-value: 41,650: [225, 455, 259, 467]
- row-value: 2,541: [231, 390, 259, 402]
- ext-fx-row: [269, 103, 584, 114]
- article-atomic: Μέ προεδρικό διάταγμα, που δημοσιεύτηκε στο 9ο φύλλο της Εφημερίδας της Κυβερνήσεως, διορίζονται μέλη του διοικητικού συμβουλίου της Ελληνικής Επιτροπής Ατομικής Ενέργειας για τριετή θητεία οι: Ν. Γιαννάκος, πρόεδρος, Ε. Σαρειδάκης και Π. Ευθυμίου, καθηγητής του πανεπιστημίου Αθηνών, μέλη.: [269, 689, 584, 748]
- row-label: Τόκιο: [271, 222, 300, 233]
- row-value: 70,628: [547, 49, 582, 60]
- row-value: 70,840: [225, 271, 259, 283]
- row-value: 3,311: [156, 379, 186, 391]
- row-label: Λονδίνο: [271, 283, 311, 295]
- fund-table: [8, 174, 287, 217]
- pasok-text: Το ΠΑΣΟΚ σε ανακοίνωσή του εκφράζει την αλληλεγγύη του στους απεργούς και κατηγορεί την κυβέρνηση για την επιστράτευση στρατιωτικών αυτοκινήτων.: [977, 393, 1161, 441]
- fund-row: [8, 174, 287, 185]
- headline-theaters: ΘΑ ΑΝΑΚΑΤΑΣΚΕΥΑΣΘΟΥΝ ΤΑ ΚΤΙΡΙΑ ΤΩΝ ΔΗΜΟΤΙΚΩΝ ΘΕΑΤΡΩΝ: [304, 825, 549, 852]
- table-header: [8, 237, 261, 249]
- row-label: Στοκχόλμης: [271, 136, 328, 146]
- article-oasth: ΣΥΝΕΧΕΙΑ ΑΠΟ ΤΗΝ 1Η ΣΕΛ. — Στην ανακοίνωση του ΟΑΣΘ αναφέρεται ότι η στάση εργασίας των οδηγών δεν έχει σχέση με μισθολογικά αιτήματα, αφού ο οργανισμός έχει ήδη ικανοποιήσει τα περισσότερα από αυτά. Η διοίκηση καλεί το προσωπικό να επιστρέψει στην εργασία.: [590, 748, 1161, 785]
- ext-fx-row: [269, 190, 584, 200]
- lead-story-body: [590, 225, 1161, 442]
- main-subheadline-1: Τρείς συγκεντρώσεις στη Θεσσαλονίκη: [665, 160, 1086, 187]
- row-value: 18,036: [547, 71, 582, 82]
- row-value: 16,869: [225, 325, 259, 337]
- row-value: 87,736: [225, 444, 259, 456]
- fx-row: [8, 293, 261, 304]
- row-value: 6,452: [451, 179, 480, 190]
- fund-row: [8, 206, 287, 217]
- row-value: 7,591: [451, 146, 480, 157]
- cup-match: Αϊντχόβεν — Αϊντραχτ: [274, 1363, 363, 1375]
- cup-section-title: ΚΥΠΕΛΛΟΥΧΩΝ: [386, 1294, 467, 1306]
- row-value: 14,719: [225, 476, 259, 488]
- main-headline-line2: ΘΑ ΧΡΗΣΙΜΟΠΟΙΗΘΟΥΝ ΣΤΗΝ ΑΘΗΝΑ: [632, 44, 1119, 119]
- row-value: 70,840: [225, 282, 259, 294]
- row-label: Κορώνα Δανίας: [10, 368, 84, 380]
- row-label: Νέας Ζηλανδίας: [271, 211, 351, 222]
- ext-fx-row: [269, 146, 584, 157]
- subhead-kavala: ΓΙΑ ΤΙΣ ΟΠΟΙΕΣ ΔΙΕΤΑΧΘΗ ΕΙΣΑΓΓΕΛΙΚΗ ΕΡΕΥΝΑ: [303, 435, 550, 448]
- article-bulgaria: ΑΘΗΝΑ, 28. — Τέσσερις υποτροφίες για μεταπτυχιακές σπουδές σε ανώτατα εκπαιδευτικά ιδρύματα χορηγεί η Βουλγαρία σε Έλληνες πτυχιούχους για το ακαδημαϊκό έτος 1978—79.: [269, 1114, 584, 1150]
- row-value: 656,74: [251, 185, 286, 196]
- ext-fx-row: [269, 38, 584, 49]
- row-label: Δολλ. Καναδά: [10, 293, 79, 304]
- row-value: 6,773: [553, 146, 582, 157]
- row-value: 4,297: [451, 157, 480, 168]
- headline-cyprus-trial: Η ΚΑΤΑΘΕΣΗ ΜΑΡΤΥΡΩΝ ΣΤΗΝ ΠΡΟΔΙΚΗ ΤΗΣ ΛΕΥΚΩΣΙΑΣ ΓΙΑ ΤΟΝ ΦΟΝΟ ΤΟΥ ΕΠΙΦΑΝΟΥΣ ΑΙΓΥΠΤΙΟΥ ΣΕΜΠΑΪ: [1174, 467, 1559, 494]
- gold-row: [269, 294, 584, 304]
- gold-row: [269, 304, 584, 315]
- article-chemical: Αρχίζει σήμερα η «Εβδομάδα του Χημικού Μηχανικού» που οργανώνει ο Σύλλογος Ελλήνων Χημικών Μηχανικών. Στην εναρκτήρια εκδήλωση θα μιλήσει ο καθηγητής κ. Γ. Παρισάκης με θέμα την ανάπτυξη της χημικής βιομηχανίας στην Ελλάδα. Θα ακολουθήσουν ομιλίες για τα προβλήματα της ενέργειας και της ρύπανσης του περιβάλλοντος.: [1169, 403, 1564, 451]
- headline-kavala: ΔΕΝ ΕΙΧΕ ΣΥΜΒΑΣΗ Ο ΟΓΑ ΜΕ ΤΙΣ ΤΡΕΙΣ ΚΛΙΝΙΚΕΣ ΚΑΒΑΛΑΣ: [280, 405, 573, 432]
- row-label: Δολλ. Αυστραλίας: [10, 401, 101, 413]
- article-olympiakos: ΑΘΗΝΑ, 28. — Ο Ολυμπιακός θα παίξει φιλικό παιχνίδι την Κυριακή στο γήπεδο Καραϊσκάκη με ομάδα της Ευρώπης σε προετοιμασία για το πρωτάθλημα.: [8, 1203, 261, 1239]
- fx-row: [8, 433, 261, 444]
- fx-row: [8, 347, 261, 358]
- gold-row: [269, 315, 584, 326]
- cup-games-title: ΑΞΙΑ ΑΓΩΝΕΣ ΓΙΑ ΤΙΣ ΚΥΠΕΛΛΑ ΕΥΡΩΠΗΣ: [319, 1224, 533, 1237]
- row-value: 9,462: [156, 466, 186, 477]
- headline-olympiakos: ΦΙΛΙΚΟ ΠΑΙΧΝΙΔΙ ΤΟΥ ΟΛΥΜΠΙΑΚΟΥ: [44, 1188, 225, 1200]
- row-value: 39,854: [150, 401, 186, 413]
- row-label: Βρυξελλών: [271, 114, 322, 125]
- ext-fx-row: [269, 179, 584, 190]
- cup-match: Ατρόμητος — Μπάστια: [274, 1386, 365, 1398]
- gold-price-title: Η ΤΙΜΗ ΤΟΥ ΧΡΥΣΟΥ: [374, 239, 478, 250]
- article-tobacco: ΔΡΑΜΑ, 28. — Με πρωτοβουλία της ένωσης γεωργικών συνεταιρισμών Δράμας έγινε σύσκεψη εκπροσώπων των ενώσεων των καπνοπαραγωγικών περιοχών της Μακεδονίας και Θράκης, στην οποία συζητήθηκαν τα προβλήματα της παραγωγής και εμπορίας καπνού. Ζητήθηκε η αύξηση της τιμής ασφαλείας και η άμεση εξόφληση των παραγωγών.: [590, 595, 1161, 632]
- row-label: Φρανκφούρτης: [271, 71, 340, 82]
- headline-bulgaria: ΤΕΣΣΕΡΙΣ ΥΠΟΤΡΟΦΙΕΣ ΧΟΡΗΓΕΙ Η ΒΟΥΛΓΑΡΙΑ: [290, 1097, 563, 1112]
- row-value: 470,76: [251, 195, 286, 207]
- article-mousios: Ο υφυπουργός Προεδρίας της κυβερνήσεως κ. Γ. Μούσιος πήγε χθες στο Κιλκίς όπου είχε συσκέψεις με τους τοπικούς παράγοντες για τα προβλήματα της περιοχής και ιδιαίτερα για την αξιοποίηση των πλουτοπαραγωγικών πηγών του νομού.: [269, 605, 584, 653]
- row-value: 16,399: [446, 82, 480, 92]
- gold-row: [269, 326, 584, 337]
- row-value: 36,679: [225, 249, 259, 261]
- row-value: 180,75: [547, 283, 582, 295]
- bankers-label: ΟΙ ΤΡΑΠΕΖΙΚΟΙ: [1032, 224, 1107, 237]
- row-value: 35,785: [150, 249, 186, 261]
- row-label: Άμστερνταμ: [271, 92, 328, 103]
